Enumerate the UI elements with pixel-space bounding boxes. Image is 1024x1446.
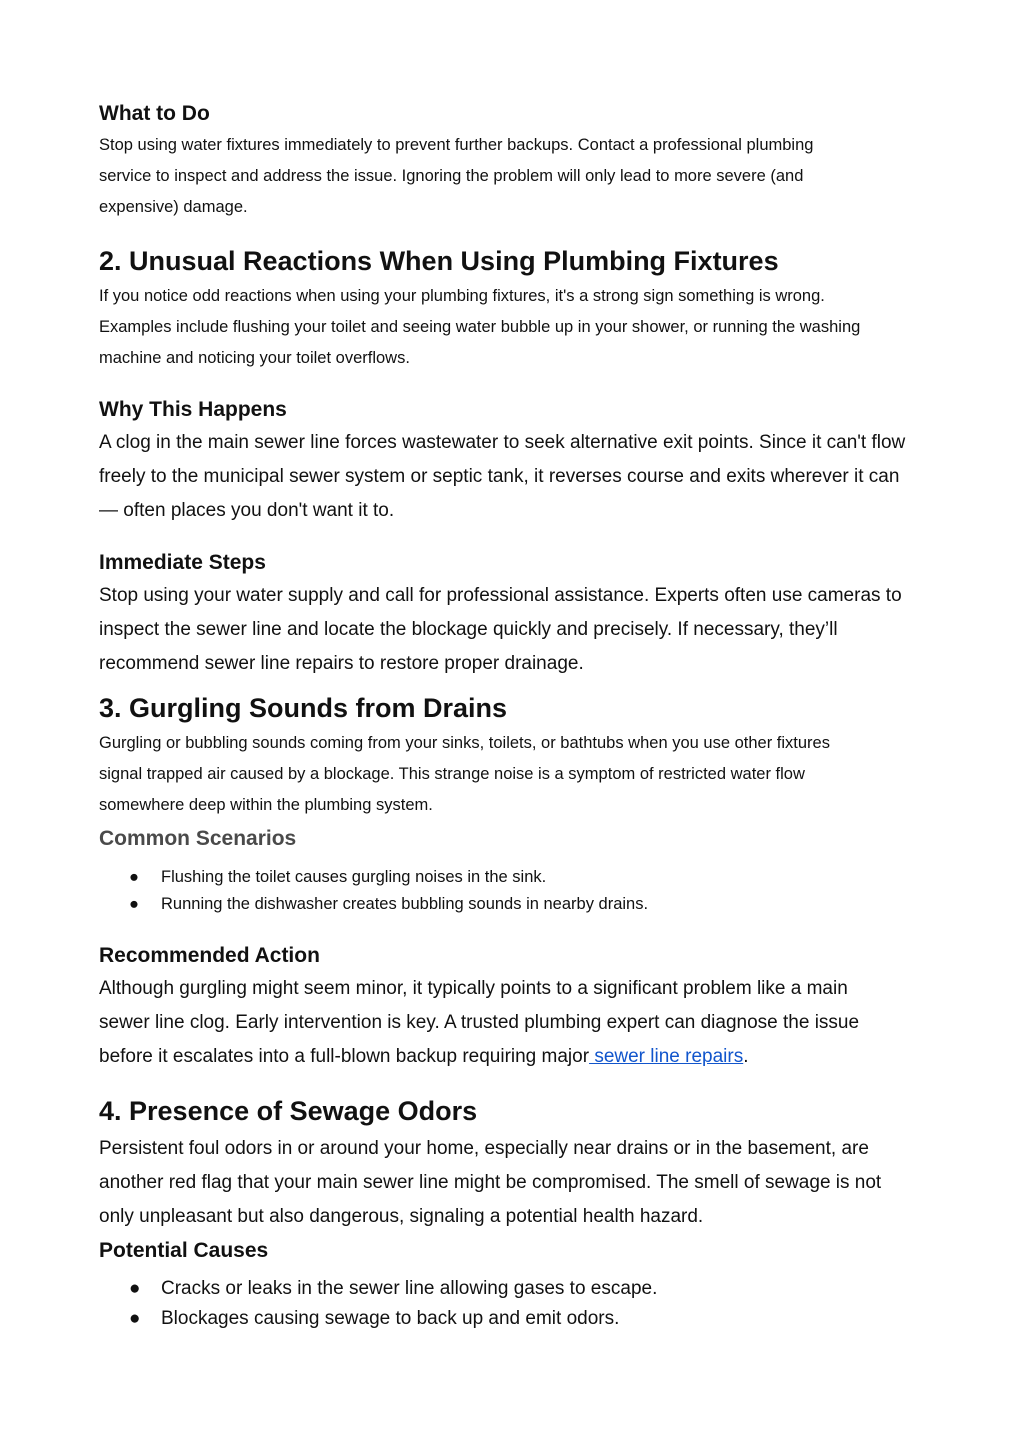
paragraph-line: another red flag that your main sewer line might be compromised. The smell of sewage is not (99, 1172, 882, 1193)
paragraph-line: Examples include flushing your toilet and seeing water bubble up in your shower, or running the washing (99, 318, 861, 336)
paragraph-text: . (743, 1046, 749, 1067)
paragraph-line: Stop using your water supply and call for professional assistance. Experts often use cameras to (99, 585, 902, 606)
sewer-line-repairs-link[interactable]: sewer line repairs (589, 1046, 744, 1067)
paragraph-line: machine and noticing your toilet overflows. (99, 349, 410, 367)
heading-recommended-action: Recommended Action (99, 944, 320, 967)
list-item-text: Cracks or leaks in the sewer line allowing gases to escape. (161, 1278, 658, 1299)
bullet-icon: ● (129, 868, 139, 886)
heading-gurgling-sounds: 3. Gurgling Sounds from Drains (99, 693, 508, 723)
paragraph-line: freely to the municipal sewer system or septic tank, it reverses course and exits wherever it can (99, 466, 900, 487)
paragraph-line: Gurgling or bubbling sounds coming from your sinks, toilets, or bathtubs when you use other fixtures (99, 734, 830, 752)
heading-why-this-happens: Why This Happens (99, 398, 287, 421)
heading-sewage-odors: 4. Presence of Sewage Odors (99, 1096, 478, 1126)
heading-what-to-do: What to Do (99, 102, 210, 125)
list-item-text: Blockages causing sewage to back up and emit odors. (161, 1308, 620, 1329)
list-item-text: Flushing the toilet causes gurgling noises in the sink. (161, 868, 547, 886)
heading-common-scenarios: Common Scenarios (99, 827, 297, 850)
paragraph-line: A clog in the main sewer line forces wastewater to seek alternative exit points. Since it can't flow (99, 432, 906, 453)
paragraph-line: service to inspect and address the issue. Ignoring the problem will only lead to more severe (and (99, 167, 804, 185)
paragraph-text: before it escalates into a full-blown backup requiring major (99, 1046, 590, 1067)
paragraph-line: Stop using water fixtures immediately to prevent further backups. Contact a professional plumbing (99, 136, 814, 154)
bullet-icon: ● (129, 1278, 141, 1299)
paragraph-line (99, 1046, 749, 1068)
heading-immediate-steps: Immediate Steps (99, 551, 266, 574)
bullet-icon: ● (129, 895, 139, 913)
paragraph-line: Although gurgling might seem minor, it typically points to a significant problem like a main (99, 978, 848, 999)
list-item-text: Running the dishwasher creates bubbling sounds in nearby drains. (161, 895, 649, 913)
paragraph-line: inspect the sewer line and locate the blockage quickly and precisely. If necessary, they’ll (99, 619, 838, 640)
bullet-icon: ● (129, 1308, 141, 1329)
paragraph-line: sewer line clog. Early intervention is key. A trusted plumbing expert can diagnose the issue (99, 1012, 860, 1033)
paragraph-line: If you notice odd reactions when using your plumbing fixtures, it's a strong sign something is wrong. (99, 287, 825, 305)
paragraph-line: somewhere deep within the plumbing system. (99, 796, 433, 814)
heading-unusual-reactions: 2. Unusual Reactions When Using Plumbing Fixtures (99, 246, 779, 276)
paragraph-line: expensive) damage. (99, 198, 248, 216)
paragraph-line: Persistent foul odors in or around your home, especially near drains or in the basement, are (99, 1138, 869, 1159)
paragraph-line: only unpleasant but also dangerous, signaling a potential health hazard. (99, 1206, 704, 1227)
paragraph-line: recommend sewer line repairs to restore proper drainage. (99, 653, 584, 674)
heading-potential-causes: Potential Causes (99, 1239, 269, 1262)
paragraph-line: — often places you don't want it to. (99, 500, 395, 521)
paragraph-line: signal trapped air caused by a blockage. This strange noise is a symptom of restricted water flow (99, 765, 805, 783)
